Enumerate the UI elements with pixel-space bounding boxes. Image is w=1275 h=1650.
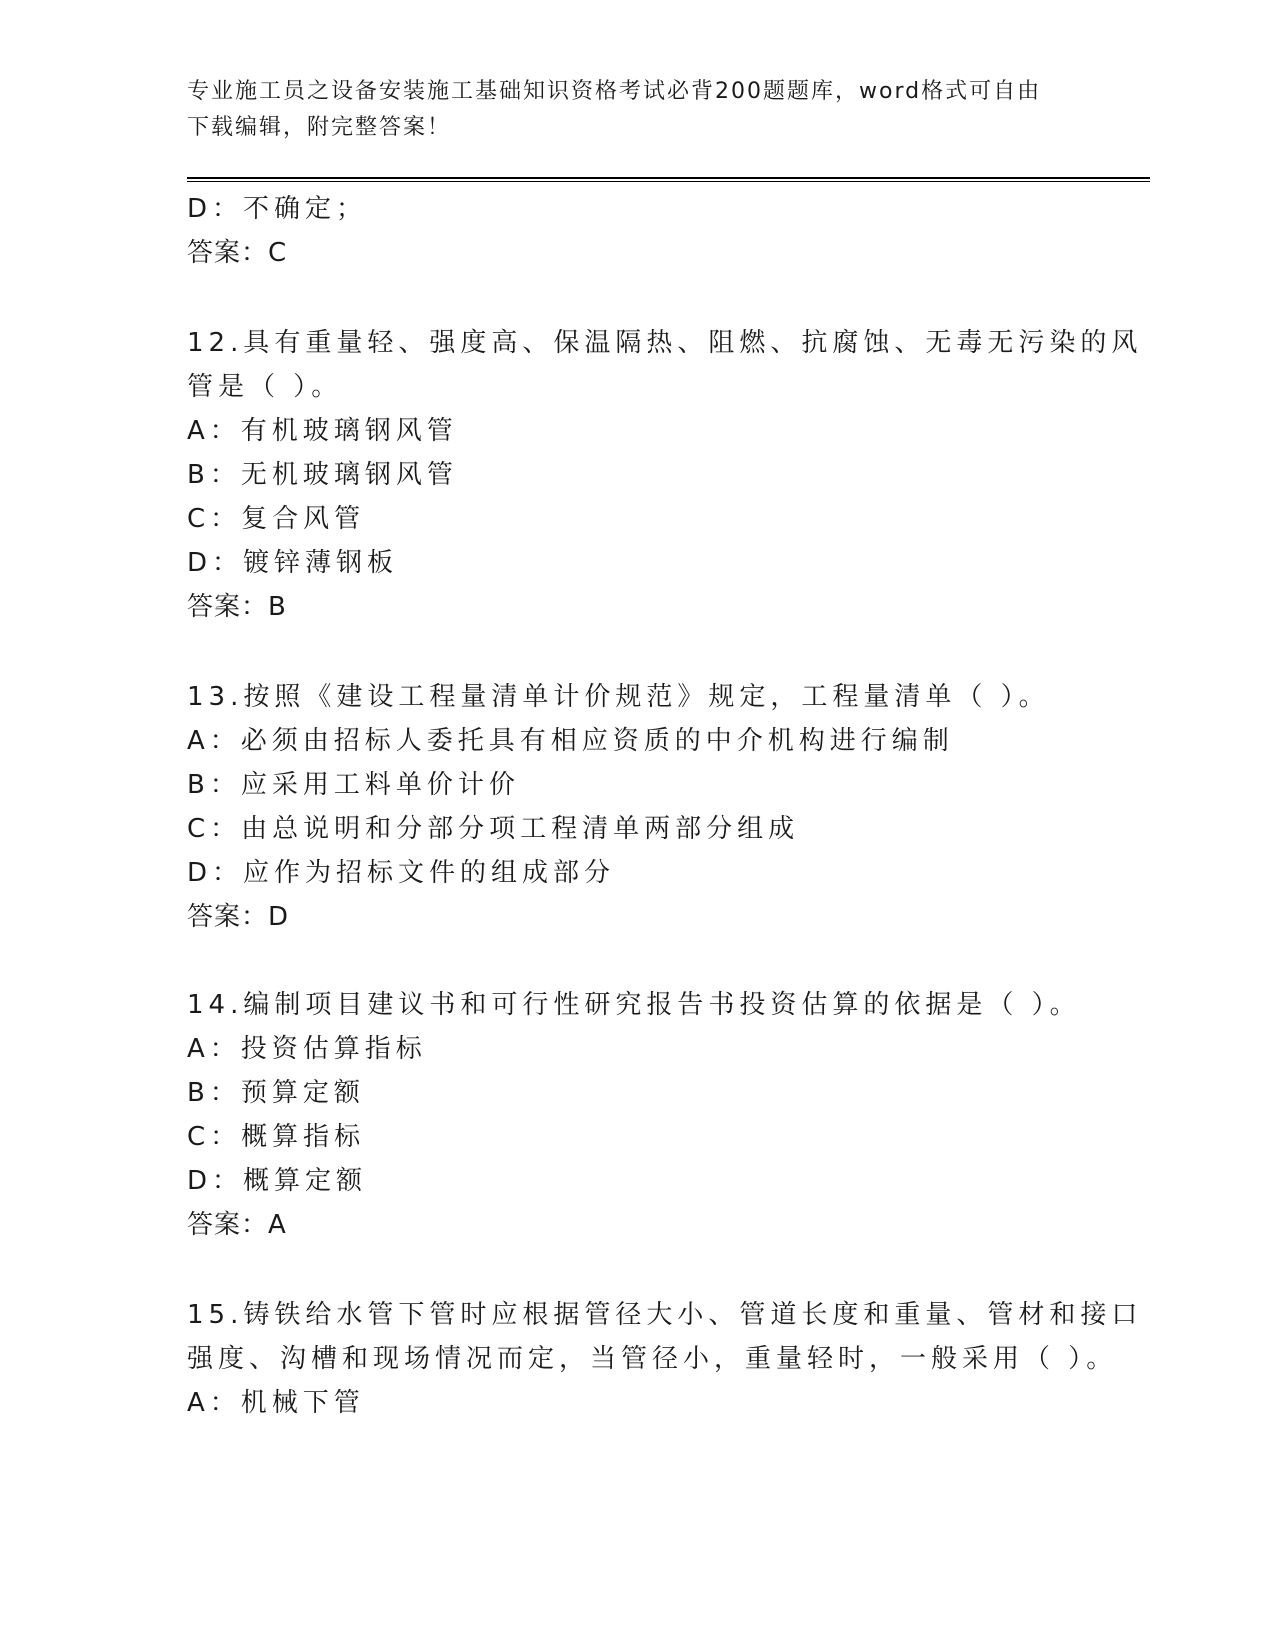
q13-option-b: B：应采用工料单价计价 — [187, 770, 520, 800]
header-divider-thick — [187, 177, 1150, 179]
q12-option-b: B：无机玻璃钢风管 — [187, 460, 458, 490]
q11-option-d: D：不确定； — [187, 194, 368, 224]
q13-answer: 答案：D — [187, 902, 290, 932]
q15-option-a: A：机械下管 — [187, 1388, 365, 1418]
q12-option-a: A：有机玻璃钢风管 — [187, 416, 458, 446]
q11-answer: 答案：C — [187, 238, 288, 268]
q12-option-d: D：镀锌薄钢板 — [187, 548, 399, 578]
q15-stem-line-1: 15.铸铁给水管下管时应根据管径大小、管道长度和重量、管材和接口 — [187, 1300, 1143, 1330]
q13-option-a: A：必须由招标人委托具有相应资质的中介机构进行编制 — [187, 726, 954, 756]
q14-answer: 答案：A — [187, 1210, 287, 1240]
q13-option-c: C：由总说明和分部分项工程清单两部分组成 — [187, 814, 800, 844]
q15-stem-line-2: 强度、沟槽和现场情况而定，当管径小，重量轻时，一般采用（ ）。 — [187, 1344, 1118, 1374]
q14-option-c: C：概算指标 — [187, 1122, 366, 1152]
q12-stem-line-2: 管是（ ）。 — [187, 372, 343, 402]
q14-option-a: A：投资估算指标 — [187, 1034, 427, 1064]
q12-option-c: C：复合风管 — [187, 504, 366, 534]
q12-answer: 答案：B — [187, 592, 287, 622]
q14-option-d: D：概算定额 — [187, 1166, 368, 1196]
header-line-2: 下载编辑，附完整答案！ — [187, 115, 452, 140]
q13-option-d: D：应作为招标文件的组成部分 — [187, 858, 616, 888]
q14-stem-line-1: 14.编制项目建议书和可行性研究报告书投资估算的依据是（ ）。 — [187, 990, 1081, 1020]
q14-option-b: B：预算定额 — [187, 1078, 365, 1108]
q13-stem-line-1: 13.按照《建设工程量清单计价规范》规定，工程量清单（ ）。 — [187, 682, 1050, 712]
q12-stem-line-1: 12.具有重量轻、强度高、保温隔热、阻燃、抗腐蚀、无毒无污染的风 — [187, 328, 1143, 358]
header-line-1: 专业施工员之设备安装施工基础知识资格考试必背200题题库，word格式可自由 — [187, 79, 1042, 104]
document-header — [187, 74, 1087, 146]
header-divider-thin — [187, 181, 1150, 182]
